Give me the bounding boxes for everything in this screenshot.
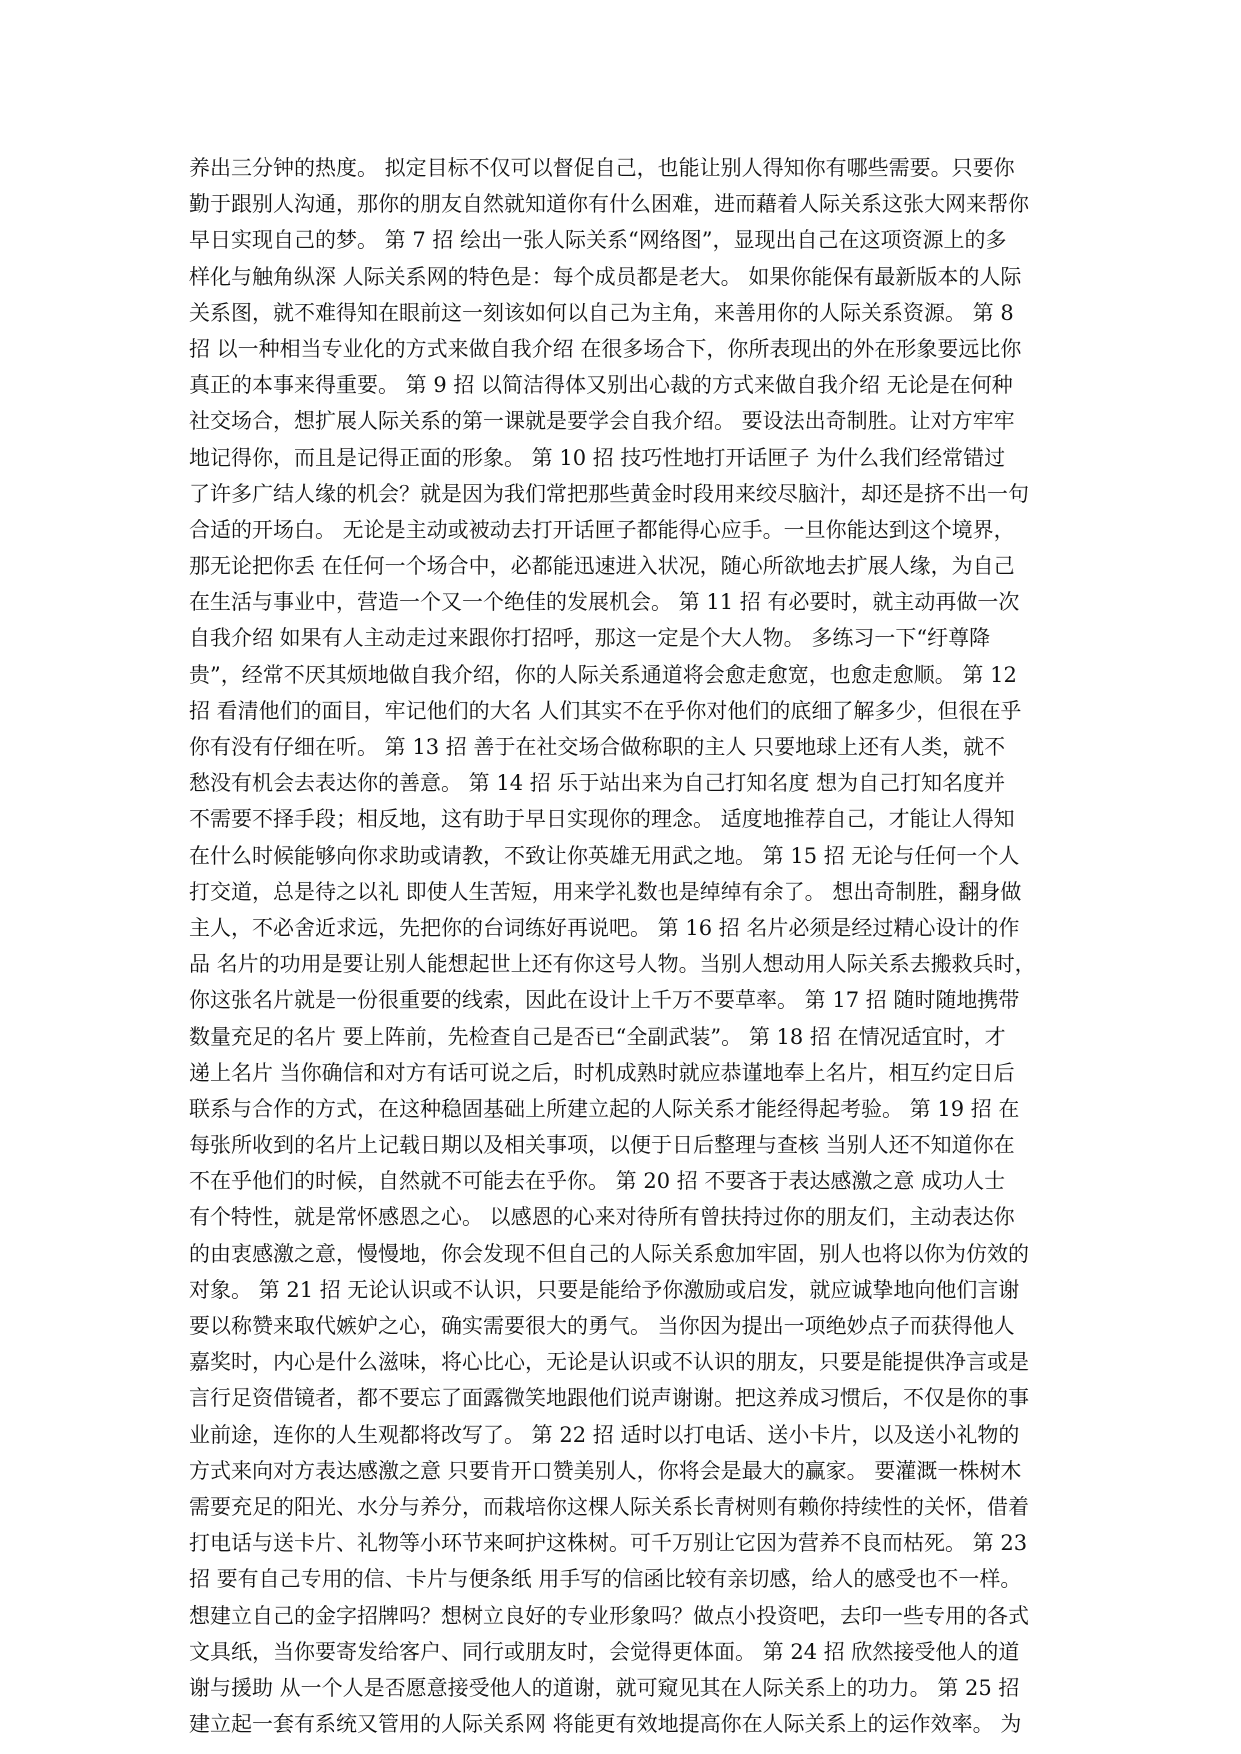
text-line: 样化与触角纵深 人际关系网的特色是：每个成员都是老大。 如果你能保有最新版本的人际 xyxy=(189,264,1022,289)
text-line: 那无论把你丢 在任何一个场合中，必都能迅速进入状况，随心所欲地去扩展人缘，为自己 xyxy=(189,554,1015,579)
text-line: 真正的本事来得重要。 第 9 招 以简洁得体又别出心裁的方式来做自我介绍 无论是在何种 xyxy=(189,373,1013,398)
text-line: 招 要有自己专用的信、卡片与便条纸 用手写的信函比较有亲切感，给人的感受也不一样。 xyxy=(189,1567,1022,1592)
text-line: 招 以一种相当专业化的方式来做自我介绍 在很多场合下，你所表现出的外在形象要远比你 xyxy=(189,336,1022,361)
text-line: 嘉奖时，内心是什么滋味，将心比心，无论是认识或不认识的朋友，只要是能提供净言或是 xyxy=(189,1350,1029,1375)
text-line: 养出三分钟的热度。 拟定目标不仅可以督促自己，也能让别人得知你有哪些需要。只要你 xyxy=(189,156,1015,180)
text-line: 文具纸，当你要寄发给客户、同行或朋友时，会觉得更体面。 第 24 招 欣然接受他人的道 xyxy=(189,1639,1020,1664)
text-line: 对象。 第 21 招 无论认识或不认识，只要是能给予你激励或启发，就应诚挚地向他们言谢 xyxy=(189,1277,1020,1302)
text-line: 自我介绍 如果有人主动走过来跟你打招呼，那这一定是个大人物。 多练习一下“纡尊降 xyxy=(189,626,991,651)
text-line: 想建立自己的金字招牌吗？想树立良好的专业形象吗？做点小投资吧，去印一些专用的各式 xyxy=(189,1603,1029,1628)
text-line: 方式来向对方表达感激之意 只要肯开口赞美别人，你将会是最大的赢家。 要灌溉一株树木 xyxy=(189,1458,1022,1483)
text-line: 不需要不择手段；相反地，这有助于早日实现你的理念。 适度地推荐自己，才能让人得知 xyxy=(189,807,1015,832)
text-line: 言行足资借镜者，都不要忘了面露微笑地跟他们说声谢谢。把这养成习惯后，不仅是你的事 xyxy=(189,1386,1029,1411)
text-line: 需要充足的阳光、水分与养分，而栽培你这棵人际关系长青树则有赖你持续性的关怀，借着 xyxy=(189,1494,1029,1519)
text-line: 的由衷感激之意，慢慢地，你会发现不但自己的人际关系愈加牢固，别人也将以你为仿效的 xyxy=(189,1241,1029,1266)
text-line: 不在乎他们的时候，自然就不可能去在乎你。 第 20 招 不要吝于表达感激之意 成功人士 xyxy=(189,1169,1006,1194)
text-line: 愁没有机会去表达你的善意。 第 14 招 乐于站出来为自己打知名度 想为自己打知名度并 xyxy=(189,771,1006,796)
text-line: 数量充足的名片 要上阵前，先检查自己是否已“全副武装”。 第 18 招 在情况适宜时，才 xyxy=(189,1024,1006,1049)
text-line: 联系与合作的方式，在这种稳固基础上所建立起的人际关系才能经得起考验。 第 19 招 在 xyxy=(189,1096,1020,1121)
text-line: 打交道，总是待之以礼 即使人生苦短，用来学礼数也是绰绰有余了。 想出奇制胜，翻身做 xyxy=(189,879,1022,904)
text-line: 每张所收到的名片上记载日期以及相关事项，以便于日后整理与查核 当别人还不知道你在 xyxy=(189,1133,1015,1158)
text-line: 关系图，就不难得知在眼前这一刻该如何以自己为主角，来善用你的人际关系资源。 第 8 xyxy=(189,300,1014,325)
text-line: 谢与援助 从一个人是否愿意接受他人的道谢，就可窥见其在人际关系上的功力。 第 25 招 xyxy=(189,1675,1020,1700)
text-line: 社交场合，想扩展人际关系的第一课就是要学会自我介绍。 要设法出奇制胜。让对方牢牢 xyxy=(189,409,1015,434)
body-text xyxy=(189,150,1069,1742)
text-line: 你这张名片就是一份很重要的线索，因此在设计上千万不要草率。 第 17 招 随时随地携带 xyxy=(189,988,1020,1013)
text-line: 合适的开场白。 无论是主动或被动去打开话匣子都能得心应手。一旦你能达到这个境界， xyxy=(189,517,1015,542)
text-line: 在生活与事业中，营造一个又一个绝佳的发展机会。 第 11 招 有必要时，就主动再做一次 xyxy=(189,590,1020,615)
text-line: 地记得你，而且是记得正面的形象。 第 10 招 技巧性地打开话匣子 为什么我们经常错过 xyxy=(189,445,1006,470)
text-line: 勤于跟别人沟通，那你的朋友自然就知道你有什么困难，进而藉着人际关系这张大网来帮你 xyxy=(189,192,1029,217)
text-line: 早日实现自己的梦。 第 7 招 绘出一张人际关系“网络图”，显现出自己在这项资源上的多 xyxy=(189,228,1007,253)
text-line: 你有没有仔细在听。 第 13 招 善于在社交场合做称职的主人 只要地球上还有人类，就不 xyxy=(189,735,1006,759)
text-line: 要以称赞来取代嫉妒之心，确实需要很大的勇气。 当你因为提出一项绝妙点子而获得他人 xyxy=(189,1314,1015,1338)
text-line: 了许多广结人缘的机会？就是因为我们常把那些黄金时段用来绞尽脑汁，却还是挤不出一句 xyxy=(189,481,1029,506)
text-line: 在什么时候能够向你求助或请教，不致让你英雄无用武之地。 第 15 招 无论与任何一个人 xyxy=(189,843,1020,868)
text-line: 招 看清他们的面目，牢记他们的大名 人们其实不在乎你对他们的底细了解多少，但很在乎 xyxy=(189,698,1022,723)
text-line: 递上名片 当你确信和对方有话可说之后，时机成熟时就应恭谨地奉上名片，相互约定日后 xyxy=(189,1060,1015,1085)
text-line: 贵”，经常不厌其烦地做自我介绍，你的人际关系通道将会愈走愈宽，也愈走愈顺。 第 12 xyxy=(189,662,1017,687)
text-line: 打电话与送卡片、礼物等小环节来呵护这株树。可千万别让它因为营养不良而枯死。 第 23 xyxy=(189,1531,1028,1556)
text-line: 有个特性，就是常怀感恩之心。 以感恩的心来对待所有曾扶持过你的朋友们，主动表达你 xyxy=(189,1205,1015,1230)
text-line: 业前途，连你的人生观都将改写了。 第 22 招 适时以打电话、送小卡片，以及送小礼物的 xyxy=(189,1422,1020,1447)
text-line: 品 名片的功用是要让别人能想起世上还有你这号人物。当别人想动用人际关系去搬救兵时， xyxy=(189,952,1036,977)
text-line: 主人，不必舍近求远，先把你的台词练好再说吧。 第 16 招 名片必须是经过精心设计的作 xyxy=(189,915,1020,940)
text-line: 建立起一套有系统又管用的人际关系网 将能更有效地提高你在人际关系上的运作效率。 为 xyxy=(189,1712,1022,1737)
